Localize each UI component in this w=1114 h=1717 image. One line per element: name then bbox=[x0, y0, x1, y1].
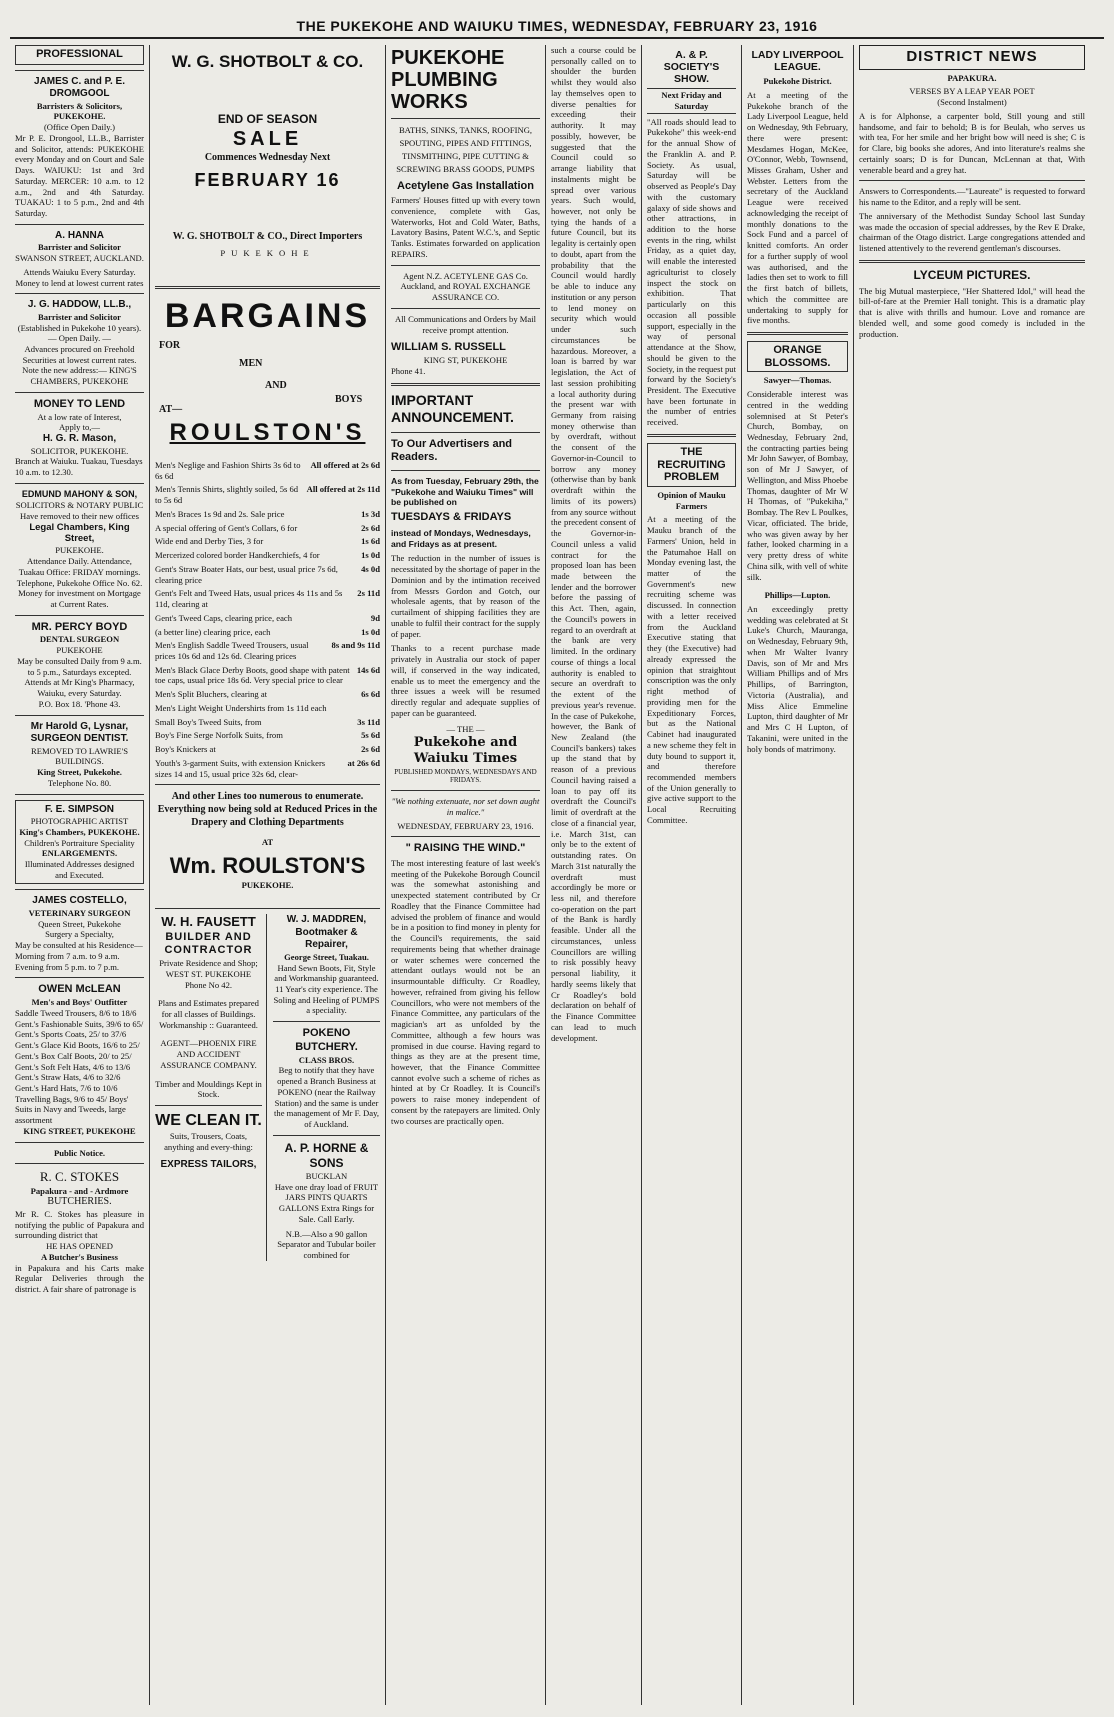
sawyer-text: Considerable interest was centred in the wedding solemnised at St Peter's Church, Bombay, on Wednesday, February 2nd, the contracting parties being Mr John Sawyer, of Bombay, son of Mr J Sawyer, of Wellington, and Miss Phoebe Thomas, daughter of Mr W H Thomas, of "Pukekiha," Bombay. The Rev L Poulkes, Vicar, officiated. The bride, who was given away by her father, looked charming in a very pretty dress of white China silk, with vell of white silk. bbox=[747, 389, 848, 582]
price-value: 2s 11d bbox=[357, 588, 380, 599]
phillips-heading: Phillips—Lupton. bbox=[764, 590, 831, 601]
haddow-role: Barrister and Solicitor bbox=[38, 311, 121, 322]
price-value: 1s 0d bbox=[361, 626, 380, 637]
costello-text: May be consulted at his Residence— Morning from 7 a.m. to 9 a.m. Evening from 5 p.m. to 7 p.m. bbox=[15, 940, 143, 972]
wm-town: PUKEKOHE. bbox=[241, 879, 294, 890]
price-value: 1s 0d bbox=[361, 550, 380, 561]
times-nameplate: Pukekohe and Waiuku Times bbox=[413, 735, 518, 767]
price-item: Men's English Saddle Tweed Trousers, usual prices 10s 6d and 12s 6d. Clearing prices bbox=[155, 640, 309, 661]
mahony-place: Legal Chambers, King Street, bbox=[29, 521, 130, 545]
mahony-text: Have removed to their new offices bbox=[20, 510, 139, 521]
price-value: 6s 6d bbox=[361, 689, 380, 700]
price-row bbox=[155, 717, 380, 728]
times-dateline: WEDNESDAY, FEBRUARY 23, 1916. bbox=[397, 820, 534, 831]
price-row bbox=[155, 550, 380, 561]
shotbolt-firm: W. G. SHOTBOLT & CO. bbox=[171, 52, 364, 71]
fausett-ad bbox=[155, 914, 267, 1260]
stokes-more: in Papakura and his Carts make Regular Deliveries through the district. A fair share of patronage is bbox=[15, 1262, 144, 1294]
show-sub: Next Friday and Saturday bbox=[647, 88, 736, 113]
lysnar-name: Mr Harold G, Lysnar, bbox=[30, 720, 129, 732]
price-item: Boy's Knickers at bbox=[155, 744, 216, 755]
haddow-name: J. G. HADDOW, LL.B., bbox=[27, 299, 132, 311]
league-text: At a meeting of the Pukekohe branch of the Lady Liverpool League, held on Wednesday, 9th February, there were present: Mesdames Hogan, McKee, O'Connor, Webb, Townsend, Misses Graham, Usher and Webster. Letters from the secretary of the Auckland League were received acknowledging the receipt of monthly donations to the Sock Fund and a parcel of knitted comforts. An order for a further supply of wool was authorised, and the ladies then set to work to fill the first batch of billets, which the committee are undertaking to supply for five months. bbox=[747, 89, 848, 326]
verses-heading: VERSES BY A LEAP YEAR POET bbox=[909, 86, 1035, 97]
price-row bbox=[155, 730, 380, 741]
answers-text: Answers to Correspondents.—"Laureate" is requested to forward his name to the Editor, and a reply will be sent. bbox=[859, 186, 1085, 208]
column-district-news bbox=[854, 45, 1090, 1705]
costello-place: Queen Street, Pukekohe bbox=[38, 918, 121, 929]
anniversary-text: The anniversary of the Methodist Sunday School last Sunday was made the occasion of special addresses, by the Rev E Drake, chairman of the Otago district. Large congregations attended and listened attentively to the reverend gentleman's discourses. bbox=[859, 210, 1085, 254]
the-label: — THE — bbox=[446, 724, 485, 735]
clean-text: Suits, Trousers, Coats, anything and every-thing: bbox=[164, 1131, 253, 1152]
verses-instalment: (Second Instalment) bbox=[937, 97, 1007, 108]
mahony-town: PUKEKOHE. bbox=[55, 545, 104, 556]
editorial-text: The most interesting feature of last week's meeting of the Pukekohe Borough Council was the somewhat astonishing and unexpected statement contributed by Cr Roadley that the Finance Committee had advised the problem of finance and would be in a position to find money in plenty for the Council's requirements, the said requirements being that whether drainage or water schemes were concerned the attendant outlays would not be an insurmountable difficulty. Cr Roadley, however, refrained from giving his fellow Councillors, who were not members of the Finance Committee, any particulars of the magician's art as unfolded by the Committee, although a few hours was promised in due course. Having regard to things as they are at the present time, however, that the Finance Committee cannot evolve such a scheme of riches as hinted at by Cr Roadley. It is Council's powers to raise money independent of consent by the ratepayers are limited. Only two courses are practically open. bbox=[391, 858, 540, 1126]
price-row bbox=[155, 613, 380, 624]
show-text: "All roads should lead to Pukekohe" this week-end for the annual Show of the Franklin A. and P. Society. As usual, Saturday will be observed as People's Day with the customary galaxy of side shows and other attractions, in addition to the horse events in the ring, whilst Friday, as a quiet day, will enable the interested agriculturist to closely inspect the stock on exhibition. That particularly on this occasion all possible support, especially in the way of personal attendance at the Show, should be given to the Society, in the request put forward by the Society's President. The Executive have been fortunate in the number of entries received. bbox=[647, 116, 736, 428]
price-list bbox=[155, 460, 380, 779]
right-lower-ads bbox=[273, 914, 380, 1260]
price-value: 9d bbox=[370, 612, 380, 623]
price-item: Small Boy's Tweed Suits, from bbox=[155, 716, 262, 727]
price-item: Men's Light Weight Undershirts from 1s 11d each bbox=[155, 702, 327, 713]
district-heading: DISTRICT NEWS bbox=[859, 45, 1085, 70]
advertisers-heading: To Our Advertisers and Readers. bbox=[391, 437, 513, 464]
sawyer-heading: Sawyer—Thomas. bbox=[763, 375, 832, 386]
mahony-role: SOLICITORS & NOTARY PUBLIC bbox=[15, 500, 144, 511]
mclean-text: Saddle Tweed Trousers, 8/6 to 18/6 Gent.'s Fashionable Suits, 39/6 to 65/ Gent.'s Sports Coats, 25/ to 37/6 Gent.'s Glace Kid Boots, 16/6 to 25/ Gent.'s Box Calf Boots, 20/ to 25/ Gent.'s Soft Felt Hats, 4/6 to 13/6 Gent.'s Straw Hats, 4/6 to 32/6 Gent.'s Hard Hats, 7/6 to 10/6 Travelling Bags, 9/6 to 45/ Boys' Suits in Navy and Tweeds, large assortment bbox=[15, 1007, 144, 1126]
thanks-text: Thanks to a recent purchase made privately in Australia our stock of paper will, if conserved in the way indicated, enable us to meet the emergency and the three issues a week will be resumed directly regular and adequate supplies of paper can be guaranteed. bbox=[391, 643, 540, 718]
boyd-name: MR. PERCY BOYD bbox=[31, 620, 128, 633]
times-motto: "We nothing extenuate, nor set down aught in malice." bbox=[391, 796, 540, 817]
recruiting-sub: Opinion of Mauku Farmers bbox=[657, 489, 726, 511]
price-value: at 26s 6d bbox=[347, 757, 380, 768]
dromgool-text: Mr P. E. Drongool, LL.B., Barrister and Solicitor, attends: PUKEKOHE every Monday and on Court and Sale Days. WAIUKU: 1st and 3rd Saturday. MERCER: 10 a.m. to 12 a.m., 2nd and 4th Saturday. TUAKAU: 1 to 5 p.m., 2nd and 4th Saturday. bbox=[15, 132, 144, 219]
simpson-text: Children's Portraiture Speciality bbox=[24, 837, 135, 848]
stokes-place: Papakura - and - Ardmore bbox=[30, 1185, 129, 1196]
price-row bbox=[155, 460, 380, 481]
price-value: 14s 6d bbox=[356, 664, 380, 675]
stokes-trade: BUTCHERIES. bbox=[47, 1196, 112, 1208]
price-value: All offered at 2s 11d bbox=[306, 484, 380, 495]
price-value: All offered at 2s 6d bbox=[310, 459, 380, 470]
dromgool-office: (Office Open Daily.) bbox=[43, 122, 116, 133]
madden-name: W. J. MADDREN, bbox=[286, 914, 367, 926]
price-value: 1s 3d bbox=[361, 508, 380, 519]
stokes-opened: HE HAS OPENED bbox=[46, 1241, 113, 1252]
haddow-open: — Open Daily. — bbox=[48, 333, 111, 344]
bargains-heading: BARGAINS bbox=[164, 297, 371, 336]
boyd-town: PUKEKOHE bbox=[56, 645, 103, 656]
price-row bbox=[155, 744, 380, 755]
madden-place: George Street, Tuakau. bbox=[284, 951, 369, 962]
price-row bbox=[155, 703, 380, 714]
simpson-illuminated: Illuminated Addresses designed and Executed. bbox=[24, 858, 135, 880]
money-apply: Apply to,— bbox=[58, 422, 101, 433]
dromgool-place: PUKEKOHE. bbox=[53, 111, 106, 122]
at-label: AT bbox=[261, 837, 274, 848]
money-role: SOLICITOR, PUKEKOHE. bbox=[30, 445, 129, 456]
plumbing-agent: Agent N.Z. ACETYLENE GAS Co. Auckland, and ROYAL EXCHANGE ASSURANCE CO. bbox=[400, 270, 531, 303]
roulstons-heading: ROULSTON'S bbox=[169, 418, 366, 446]
price-item: Youth's 3-garment Suits, with extension Knickers sizes 14 and 15, usual price 32s 6d, clear- bbox=[155, 757, 326, 779]
russell-name: WILLIAM S. RUSSELL bbox=[391, 341, 506, 354]
price-item: Wide end and Derby Ties, 3 for bbox=[155, 536, 264, 547]
fausett-phone: Phone No 42. bbox=[184, 979, 233, 990]
price-value: 4s 0d bbox=[361, 563, 380, 574]
league-heading: LADY LIVERPOOL LEAGUE. bbox=[751, 49, 844, 74]
hanna-note: Attends Waiuku Every Saturday. Money to lend at lowest current rates bbox=[15, 266, 144, 288]
price-item: (a better line) clearing price, each bbox=[155, 626, 271, 637]
price-item: Men's Tennis Shirts, slightly soiled, 5s 6d to 5s 6d bbox=[155, 484, 299, 506]
important-heading: IMPORTANT ANNOUNCEMENT. bbox=[391, 391, 514, 425]
sale-heading: SALE bbox=[232, 128, 303, 151]
price-value: 2s 6d bbox=[361, 522, 380, 533]
fausett-plans: Plans and Estimates prepared for all classes of Buildings. Workmanship :: Guaranteed. bbox=[158, 998, 259, 1030]
shotbolt-importers: W. G. SHOTBOLT & CO., Direct Importers bbox=[172, 231, 363, 243]
lysnar-text: REMOVED TO LAWRIE'S BUILDINGS. bbox=[31, 745, 128, 767]
madden-trade: Bootmaker & Repairer, bbox=[295, 926, 358, 951]
lyceum-text: The big Mutual masterpiece, "Her Shattered Idol," will head the bill-of-fare at the Premier Hall tonight. This is a dramatic play that is alive with thrills and humour. Love and romance are blended well, and some good comedy is included in the production. bbox=[859, 285, 1085, 339]
stokes-shop: A Butcher's Business bbox=[41, 1251, 118, 1262]
price-item: A special offering of Gent's Collars, 6 for bbox=[155, 522, 298, 533]
hanna-address: SWANSON STREET, AUCKLAND. bbox=[15, 253, 144, 264]
other-lines: And other Lines too numerous to enumerate. Everything now being sold at Reduced Prices in the Drapery and Clothing Departments bbox=[157, 791, 378, 829]
mclean-role: Men's and Boys' Outfitter bbox=[31, 997, 128, 1008]
column-league bbox=[742, 45, 854, 1705]
price-item: Men's Split Bluchers, clearing at bbox=[155, 689, 268, 700]
price-item: Boy's Fine Serge Norfolk Suits, from bbox=[155, 730, 283, 741]
madden-text: Hand Sewn Boots, Fit, Style and Workmanship guaranteed. 11 Year's city experience. The Soling and Heeling of PUMPS a speciality. bbox=[273, 962, 380, 1016]
price-row bbox=[155, 523, 380, 534]
mahony-attend: Attendance Daily. Attendance, Tuakau Office: FRIDAY mornings. Telephone, Pukekohe Office No. 62. bbox=[16, 556, 143, 588]
express-tailors: EXPRESS TAILORS, bbox=[160, 1158, 257, 1170]
mahony-name: EDMUND MAHONY & SON, bbox=[21, 488, 138, 499]
bargains-men: MEN bbox=[239, 357, 263, 369]
russell-street: KING ST, PUKEKOHE bbox=[423, 355, 508, 366]
boyd-text: May be consulted Daily from 9 a.m. to 5 p.m., Saturdays excepted. bbox=[17, 655, 142, 677]
reduction-text: The reduction in the number of issues is necessitated by the shortage of paper in the Dominion and by the intimation received from Messrs Gordon and Gotch, our wholesale agents, that by reason of the curtailment of shipping facilities they are unable to fulfil their contract for the supply of paper. bbox=[391, 553, 540, 639]
lower-ads bbox=[155, 914, 380, 1260]
league-sub: Pukekohe District. bbox=[763, 76, 832, 87]
pokeno-name: CLASS BROS. bbox=[298, 1054, 355, 1065]
price-item: Gent's Felt and Tweed Hats, usual prices 4s 11s and 5s 11d, clearing at bbox=[155, 588, 343, 610]
haddow-text: Advances procured on Freehold Securities at lowest current rates. Note the new address:— KING'S CHAMBERS, PUKEKOHE bbox=[22, 343, 137, 387]
wm-roulstons: Wm. ROULSTON'S bbox=[169, 853, 366, 879]
price-item: Men's Neglige and Fashion Shirts 3s 6d to 6s 6d bbox=[155, 459, 301, 481]
plumbing-orders: All Communications and Orders by Mail receive prompt attention. bbox=[394, 313, 537, 335]
column-plumbing bbox=[386, 45, 546, 1705]
price-row bbox=[155, 536, 380, 547]
columns bbox=[10, 45, 1104, 1705]
phillips-text: An exceedingly pretty wedding was celebrated at St Luke's Church, Mauranga, on Wednesday, February 9th, when Mr Walter Ivanry Davis, son of Mr and Mrs William Phillips and of Mrs Phillips, of Barrington, Victoria (Australia), and Miss Alice Emmeline Lupton, third daughter of Mr and Mrs C H Lupton, of Takanini, were united in the holy bonds of matrimony. bbox=[747, 603, 848, 754]
lysnar-role: SURGEON DENTIST. bbox=[30, 733, 129, 745]
pokeno-title: POKENO BUTCHERY. bbox=[295, 1027, 358, 1053]
bargains-and: AND bbox=[265, 379, 287, 391]
plumbing-title: PUKEKOHE PLUMBING WORKS bbox=[391, 47, 505, 113]
price-value: 8s and 9s 11d bbox=[331, 640, 380, 651]
price-value: 2s 6d bbox=[361, 744, 380, 755]
price-row bbox=[155, 564, 380, 585]
horne-place: BUCKLAN bbox=[305, 1170, 348, 1181]
hanna-name: A. HANNA bbox=[55, 229, 104, 241]
publishing-days: TUESDAYS & FRIDAYS bbox=[391, 511, 512, 524]
money-title: MONEY TO LEND bbox=[33, 397, 126, 410]
money-text: Branch at Waiuku. Tuakau, Tuesdays 10 a.m. to 12.30. bbox=[15, 456, 143, 478]
costello-name: JAMES COSTELLO, bbox=[32, 895, 127, 907]
price-row bbox=[155, 588, 380, 609]
price-row bbox=[155, 640, 380, 661]
price-item: Men's Black Glace Derby Boots, good shape with patent toe caps, usual price 18s 6d. Very special price to clear bbox=[155, 664, 350, 686]
bargains-boys: BOYS bbox=[335, 393, 363, 405]
lysnar-place: King Street, Pukekohe. bbox=[37, 767, 122, 778]
simpson-name: F. E. SIMPSON bbox=[45, 803, 114, 815]
mclean-name: OWEN McLEAN bbox=[38, 983, 121, 996]
price-value: 1s 6d bbox=[361, 536, 380, 547]
acetylene-heading: Acetylene Gas Installation bbox=[397, 179, 534, 192]
haddow-established: (Established in Pukekohe 10 years). bbox=[17, 322, 142, 333]
lysnar-telephone: Telephone No. 80. bbox=[47, 777, 112, 788]
recruiting-heading: THE RECRUITING PROBLEM bbox=[647, 443, 736, 487]
fausett-trade2: CONTRACTOR bbox=[164, 944, 253, 957]
fausett-text: Private Residence and Shop; WEST ST. PUKEKOHE bbox=[159, 958, 258, 979]
times-published: PUBLISHED MONDAYS, WEDNESDAYS AND FRIDAYS. bbox=[394, 767, 537, 785]
end-of-season: END OF SEASON bbox=[217, 112, 318, 127]
price-row bbox=[155, 509, 380, 520]
horne-nb: N.B.—Also a 90 gallon Separator and Tubular boiler combined for bbox=[277, 1228, 376, 1260]
dromgool-role: Barristers & Solicitors, bbox=[36, 100, 123, 111]
section-heading: PROFESSIONAL bbox=[15, 45, 144, 65]
price-item: Gent's Tweed Caps, clearing price, each bbox=[155, 612, 293, 623]
shotbolt-town: PUKEKOHE bbox=[220, 247, 315, 258]
mclean-address: KING STREET, PUKEKOHE bbox=[23, 1125, 136, 1136]
column-advertisements bbox=[150, 45, 386, 1705]
price-item: Mercerized colored border Handkerchiefs, 4 for bbox=[155, 550, 320, 561]
price-row bbox=[155, 484, 380, 505]
lyceum-heading: LYCEUM PICTURES. bbox=[913, 267, 1031, 282]
money-name: H. G. R. Mason, bbox=[42, 433, 117, 445]
orange-heading: ORANGE BLOSSOMS. bbox=[747, 341, 848, 372]
stokes-text: Mr R. C. Stokes has pleasure in notifying the public of Papakura and surrounding district that bbox=[15, 1208, 144, 1241]
boyd-role: DENTAL SURGEON bbox=[39, 634, 120, 645]
horne-name: A. P. HORNE & SONS bbox=[284, 1140, 369, 1170]
fausett-timber: Timber and Mouldings Kept in Stock. bbox=[155, 1078, 262, 1100]
russell-phone: Phone 41. bbox=[391, 365, 426, 376]
column-show bbox=[642, 45, 742, 1705]
masthead: THE PUKEKOHE AND WAIUKU TIMES, WEDNESDAY, FEBRUARY 23, 1916 bbox=[10, 18, 1104, 39]
hanna-role: Barrister and Solicitor bbox=[38, 242, 121, 253]
tuesday-notice: As from Tuesday, February 29th, the "Pukekohe and Waiuku Times" will be published on bbox=[391, 476, 539, 508]
column-professional bbox=[10, 45, 150, 1705]
costello-role: VETERINARY SURGEON bbox=[28, 907, 131, 918]
money-sub: At a low rate of Interest, bbox=[37, 411, 122, 422]
sale-commences: Commences Wednesday Next bbox=[204, 152, 331, 164]
bargains-for: FOR bbox=[159, 339, 181, 351]
price-item: Men's Braces 1s 9d and 2s. Sale price bbox=[155, 508, 285, 519]
bargains-at: AT— bbox=[159, 403, 183, 415]
price-row bbox=[155, 758, 380, 779]
instead-notice: instead of Mondays, Wednesdays, and Fridays as at present. bbox=[391, 527, 531, 549]
show-heading: A. & P. SOCIETY'S SHOW. bbox=[663, 49, 720, 86]
plumbing-services: BATHS, SINKS, TANKS, ROOFING, SPOUTING, PIPES AND FITTINGS, TINSMITHING, PIPE CUTTING & SCREWING BRASS GOODS, PUMPS bbox=[396, 125, 535, 174]
price-item: Gent's Straw Boater Hats, our best, usual price 7s 6d, clearing price bbox=[155, 563, 338, 585]
boyd-box: P.O. Box 18. 'Phone 43. bbox=[38, 698, 121, 709]
price-row bbox=[155, 627, 380, 638]
horne-text: Have one dray load of FRUIT JARS PINTS QUARTS GALLONS Extra Rings for Sale. Call Early. bbox=[274, 1181, 379, 1224]
fausett-trade1: BUILDER AND bbox=[165, 930, 252, 943]
editorial-continued-text: such a course could be personally called on to shoulder the burden whilst they would also lay themselves open to diverse penalties for exceeding their authority. It may possibly, however, be suggested that the Council could so arrange liability that instalments might be spread over various years. Such would, however, not only be tying the hands of a future Council, but its legality is certainly open to doubt, apart from the probability that the Council would hardly be able to induce any institution or any person to lend money on security which would under such circumstances be hazardous. Moreover, a loan is barred by war legislation, the Act of last session prohibiting a local authority during the present war with Germany from raising money otherwise than by overdraft, without the consent of the Governor-in-Council to borrow any money (otherwise than by bank overdraft within the limits of its powers) from any source without the precedent consent of the Governor-in-Council unless a valid contract for the proposed loan has been made between the lender and the borrower before the passing of this Act. Then, again, the Council's powers in regard to an overdraft at the bank are very limited. In the ordinary course of things a local authority is enabled to secure an overdraft to the extent of the previous year's revenue. In the case of Pukekohe, however, the Bank of New Zealand (the Council's bankers) takes up the stand that by reason of a previous Council having raised a loan to pay off its overdraft the Council's limit of overdraft at the close of a financial year, i.e. March 31st, can only be to the extent of outstanding rates. On March 31st naturally the overdraft must accordingly be more or less nil, and therefore co-operation on the part of the Bank is hardly feasible. Under all the circumstances, unless Councillors are willing to risk possibly heavy personal liability, it hardly seems likely that Cr Roadley's bold declaration on behalf of the Finance Committee can lead to much development. bbox=[551, 45, 636, 1043]
papakura-heading: PAPAKURA. bbox=[947, 72, 997, 83]
raising-heading: " RAISING THE WIND." bbox=[405, 842, 526, 855]
boyd-attend: Attends at Mr King's Pharmacy, Waiuku, every Saturday. bbox=[24, 677, 135, 699]
stokes-name: R. C. STOKES bbox=[39, 1169, 120, 1185]
price-value: 3s 11d bbox=[357, 716, 380, 727]
verses-text: A is for Alphonse, a carpenter bold, Still young and still handsome, and fair to behold; B is for Beulah, who serves us with tea, For her smile and her bright bow will need is she; C is for Clare, big books she adores, And into literature's realms she certainly soars; D is for Duncan, McLennan at that, With venerable beard and a grey hat. bbox=[859, 110, 1085, 175]
price-row bbox=[155, 665, 380, 686]
fausett-agent: AGENT—PHOENIX FIRE AND ACCIDENT ASSURANCE COMPANY. bbox=[160, 1038, 257, 1070]
simpson-role: PHOTOGRAPHIC ARTIST bbox=[30, 816, 129, 827]
column-editorial-continued bbox=[546, 45, 642, 1705]
pokeno-text: Beg to notify that they have opened a Branch Business at POKENO (near the Railway Station) and the same is under the management of Mr F. Day, of Auckland. bbox=[274, 1065, 379, 1130]
clean-heading: WE CLEAN IT. bbox=[155, 1112, 262, 1130]
simpson-place: King's Chambers, PUKEKOHE. bbox=[19, 826, 140, 837]
price-row bbox=[155, 689, 380, 700]
simpson-box bbox=[15, 800, 144, 885]
dromgool-name: JAMES C. and P. E. DROMGOOL bbox=[34, 75, 125, 100]
mahony-money: Money for investment on Mortgage at Current Rates. bbox=[18, 588, 141, 609]
recruiting-text: At a meeting of the Mauku branch of the Farmers' Union, held in the Patumahoe Hall on Monday evening last, the matter of the Government's new recruiting scheme was discussed. In connection with a letter received from the Auckland Executive stating that they (the Executive) had already expressed the opinion that straightout conscription was the only right method of providing men for the Expeditionary Forces, but as the National Cabinet had inaugurated a new scheme they felt in duty bound to support it, and therefore recommended members of the Union generally to give active support to the Local Recruiting Committee. bbox=[647, 514, 736, 825]
costello-specialty: Surgery a Specialty, bbox=[45, 929, 114, 940]
sale-date: FEBRUARY 16 bbox=[194, 169, 341, 190]
bargains-for-block bbox=[155, 338, 380, 418]
price-value: 5s 6d bbox=[361, 730, 380, 741]
fausett-name: W. H. FAUSETT bbox=[161, 914, 256, 930]
public-notice: Public Notice. bbox=[53, 1147, 106, 1158]
acetylene-text: Farmers' Houses fitted up with every town convenience, complete with Gas, Waterworks, Hot and Cold Water, Baths, Lavatory Basins, Patent W.C.'s, and Septic Tanks. Estimates forwarded on application REPAIRS. bbox=[391, 195, 540, 259]
simpson-enlargements: ENLARGEMENTS. bbox=[41, 848, 118, 859]
